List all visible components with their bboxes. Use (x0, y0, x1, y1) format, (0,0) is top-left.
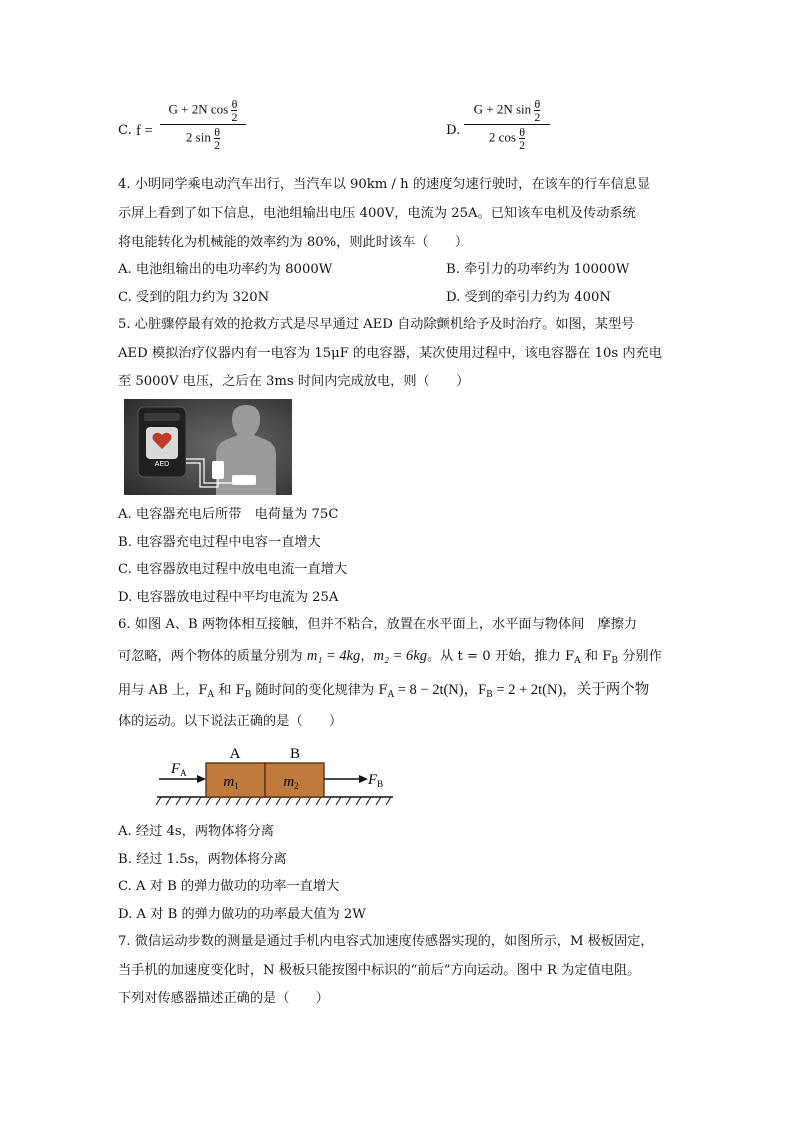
q4-option-a: A. 电池组输出的电功率约为 8000W (118, 262, 333, 277)
force-b-label: $F_B$ (368, 772, 384, 789)
q5-stem-line-3: 至 5000V 电压，之后在 3ms 时间内完成放电，则（ ） (118, 374, 470, 389)
q6-stem-line-1: 6. 如图 A、B 两物体相互接触，但并不粘合，放置在水平面上，水平面与物体间 摩擦力 (118, 617, 638, 632)
q4-stem-line-2: 示屏上看到了如下信息，电池组输出电压 400V，电流为 25A。已知该车电机及传动系统 (118, 206, 636, 221)
q3-d-half-theta: $\frac{\theta}{2}$ (534, 97, 541, 124)
q6-stem-line-2 (118, 646, 662, 671)
q3-option-d-label: D. (446, 123, 461, 138)
q3-d-fraction-bar (464, 124, 550, 125)
q6-line2-sub-a: A (574, 656, 581, 666)
q6-line2-text-b: 。从 t = 0 开始，推力 F (426, 649, 575, 664)
q6-line2-sep: ， (360, 649, 374, 664)
q3-c-half-theta-den: $\frac{\theta}{2}$ (214, 125, 221, 152)
q6-line3-formula-a: = 8 − 2t(N)，F (394, 682, 487, 698)
q5-option-d: D. 电容器放电过程中平均电流为 25A (118, 590, 339, 605)
q3-option-c-fraction (160, 98, 246, 151)
q6-line2-and: 和 F (580, 649, 612, 664)
q6-line3-sub-4: B (486, 690, 493, 700)
mass-1-label: $m_1$ (223, 774, 239, 791)
force-a-label: $F_A$ (171, 761, 187, 778)
q3-c-fraction-bar (160, 124, 246, 125)
q4-option-d: D. 受到的牵引力约为 400N (446, 290, 611, 305)
q5-option-b: B. 电容器充电过程中电容一直增大 (118, 535, 321, 550)
q3-c-denominator: 2 sin (185, 129, 211, 145)
q6-mass-2: m₂ = 6kg (373, 648, 427, 664)
q7-stem-line-1: 7. 微信运动步数的测量是通过手机内电容式加速度传感器实现的，如图所示，M 极板固定， (118, 934, 654, 949)
aed-photo (124, 399, 292, 495)
q3-c-half-theta: $\frac{\theta}{2}$ (231, 97, 238, 124)
q6-line2-sub-b: B (611, 656, 619, 666)
q6-option-d: D. A 对 B 的弹力做功的功率最大值为 2W (118, 907, 366, 922)
q6-option-a: A. 经过 4s，两物体将分离 (118, 824, 274, 839)
q3-option-d-fraction (464, 98, 550, 151)
q6-line2-text-a: 可忽略，两个物体的质量分别为 (118, 649, 307, 664)
q3-d-numerator: G + 2N sin (473, 101, 532, 117)
q7-stem-line-3: 下列对传感器描述正确的是（ ） (118, 991, 329, 1006)
q6-mass-1: m₁ = 4kg (306, 648, 361, 664)
block-a-label: A (229, 746, 241, 762)
q6-line3-text-e: 随时间的变化规律为 F (251, 683, 388, 698)
block-b (265, 763, 324, 797)
q3-option-c-lhs: f = (136, 123, 153, 139)
aed-device-label: AED (154, 461, 170, 468)
q5-stem-line-2: AED 模拟治疗仪器内有一电容为 15μF 的电容器，某次使用过程中，该电容器在 10s 内充电 (118, 346, 662, 361)
q6-line3-sub-1: A (207, 690, 214, 700)
q3-d-half-theta-den: $\frac{\theta}{2}$ (519, 125, 526, 152)
q6-line3-formula-b: = 2 + 2t(N)，关于两个物 (492, 682, 650, 698)
q6-line3-text-a: 用与 AB 上，F (118, 683, 208, 698)
q6-blocks-figure (155, 743, 395, 809)
q7-stem-line-2: 当手机的加速度变化时，N 极板只能按图中标识的“前后”方向运动。图中 R 为定值电阻。 (118, 963, 641, 978)
q5-option-c: C. 电容器放电过程中放电电流一直增大 (118, 562, 348, 577)
q3-c-numerator: G + 2N cos (168, 101, 229, 117)
q6-line2-text-c: 分别作 (618, 649, 662, 664)
q3-option-c-label: C. (118, 123, 132, 138)
q6-option-c: C. A 对 B 的弹力做功的功率一直增大 (118, 879, 340, 894)
q4-stem-line-3: 将电能转化为机械能的效率约为 80%，则此时该车（ ） (118, 235, 469, 250)
q5-option-a: A. 电容器充电后所带 电荷量为 75C (118, 507, 339, 522)
q4-option-b: B. 牵引力的功率约为 10000W (446, 262, 630, 277)
q3-d-denominator: 2 cos (488, 129, 516, 145)
q6-stem-line-3 (118, 680, 649, 705)
q6-option-b: B. 经过 1.5s，两物体将分离 (118, 852, 287, 867)
q5-stem-line-1: 5. 心脏骤停最有效的抢救方式是尽早通过 AED 自动除颤机给予及时治疗。如图，某型号 (118, 317, 635, 332)
q6-stem-line-4: 体的运动。以下说法正确的是（ ） (118, 714, 343, 729)
block-a (206, 763, 265, 797)
block-b-label: B (289, 746, 301, 762)
q4-option-c: C. 受到的阻力约为 320N (118, 290, 270, 305)
q4-stem-line-1: 4. 小明同学乘电动汽车出行，当汽车以 90km / h 的速度匀速行驶时，在该车的行车信息显 (118, 177, 651, 192)
q6-line3-text-c: 和 F (214, 683, 245, 698)
q6-line3-sub-3: A (387, 690, 395, 700)
q6-line3-sub-2: B (244, 690, 252, 700)
mass-2-label: $m_2$ (283, 774, 299, 791)
